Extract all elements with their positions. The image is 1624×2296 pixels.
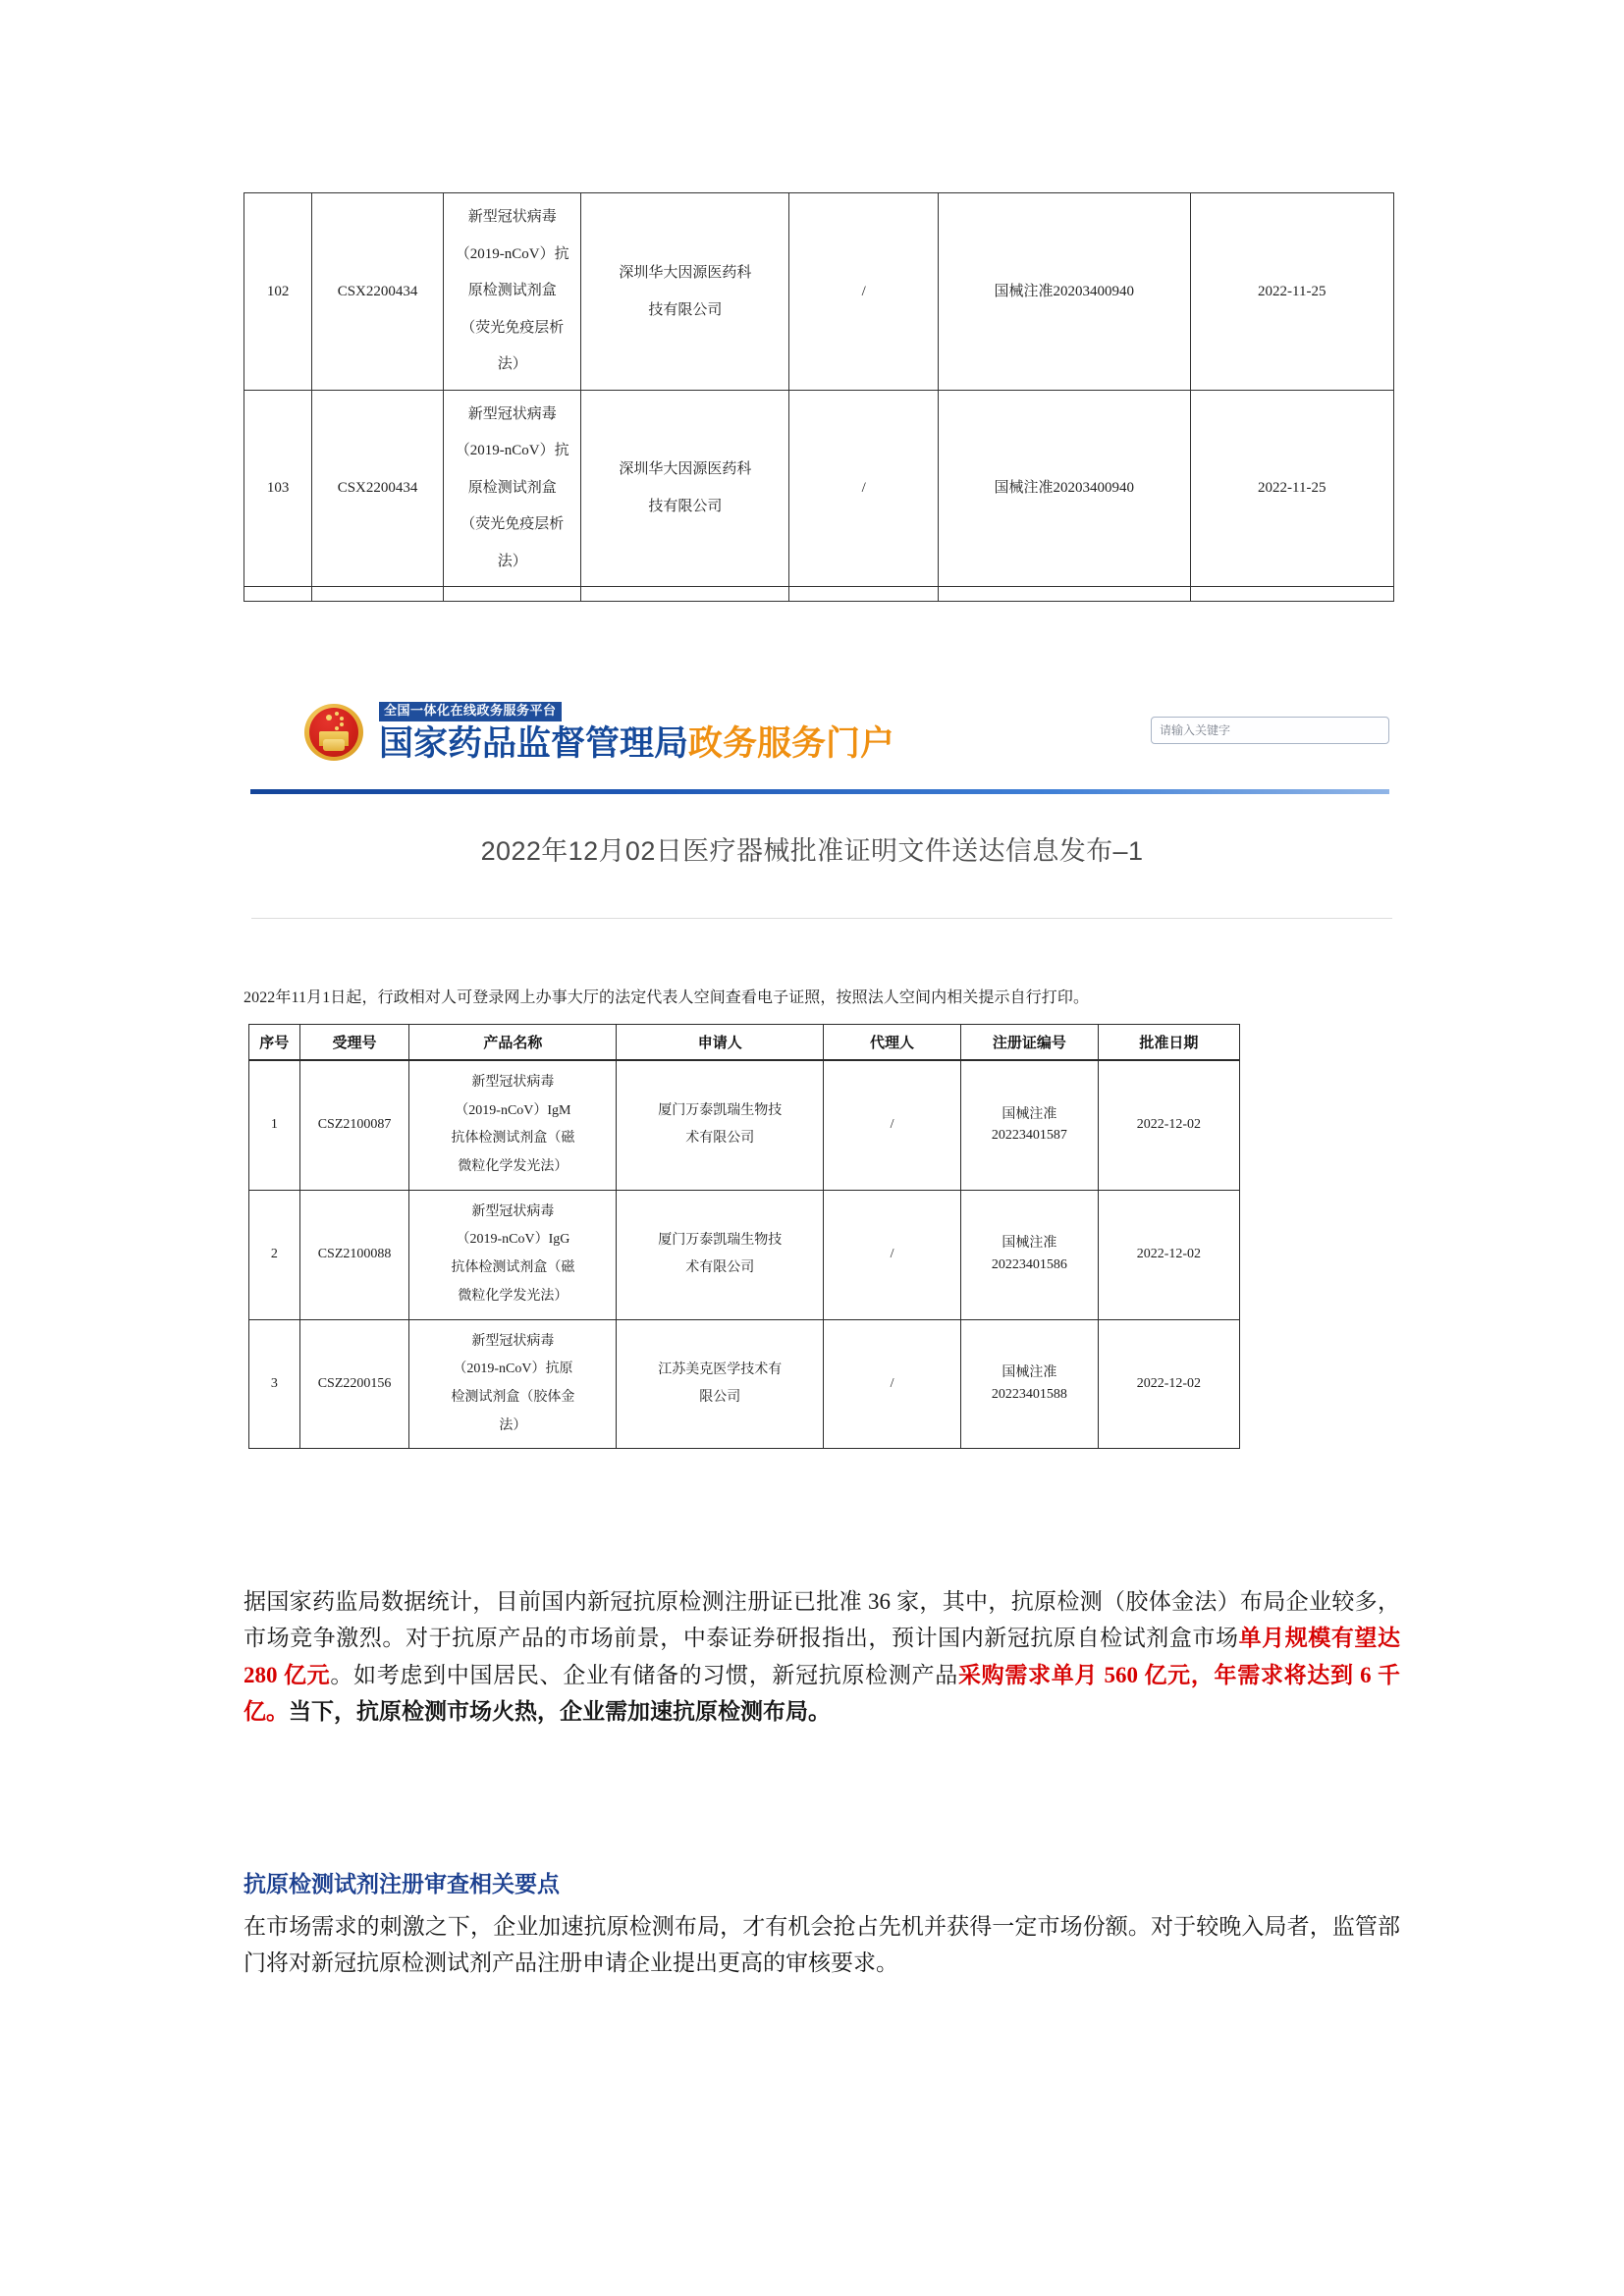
approval-table xyxy=(248,1024,1240,1449)
para1-bold-tail: 当下，抗原检测市场火热，企业需加速抗原检测布局。 xyxy=(289,1698,831,1724)
product-line: 原检测试剂盒 xyxy=(467,283,557,298)
article-paragraph-1 xyxy=(244,1583,1400,1730)
cell-product-name xyxy=(443,193,581,391)
cell-clipped xyxy=(581,587,789,602)
table-row xyxy=(244,193,1394,391)
banner-accent-rule xyxy=(250,789,1389,794)
cell-applicant xyxy=(617,1319,824,1449)
cell-serial-no: 102 xyxy=(244,193,312,391)
cell-registration-no xyxy=(960,1319,1098,1449)
reg-no-line: 国械注准 xyxy=(1001,1106,1057,1122)
product-line: （2019-nCoV）抗 xyxy=(455,245,569,262)
para1-highlight-1: 单月规模有望达 280 亿元 xyxy=(244,1626,1401,1687)
cell-registration-no xyxy=(960,1060,1098,1190)
cell-serial-no: 103 xyxy=(244,390,312,587)
national-emblem-icon xyxy=(304,702,365,763)
product-line: （2019-nCoV）IgM xyxy=(455,1102,571,1118)
table-row-clipped xyxy=(244,587,1394,602)
title-divider xyxy=(251,918,1392,919)
table-row xyxy=(249,1190,1240,1319)
product-line: （2019-nCoV）IgG xyxy=(456,1232,570,1248)
product-line: （荧光免疫层析 xyxy=(460,516,565,532)
cell-serial-no: 2 xyxy=(249,1190,300,1319)
product-line: 微粒化学发光法） xyxy=(458,1288,568,1304)
nmpa-site-banner xyxy=(250,687,1389,813)
cell-applicant xyxy=(617,1190,824,1319)
product-line: 新型冠状病毒 xyxy=(471,1203,555,1219)
product-line: 新型冠状病毒 xyxy=(467,209,557,225)
product-line: 新型冠状病毒 xyxy=(467,405,557,422)
search-box[interactable] xyxy=(1151,717,1389,744)
page-title: 2022年12月02日医疗器械批准证明文件送达信息发布–1 xyxy=(480,836,1144,866)
table-row xyxy=(244,390,1394,587)
table-row xyxy=(249,1319,1240,1449)
col-header-registration-no: 注册证编号 xyxy=(960,1025,1098,1061)
paragraph-text xyxy=(244,1583,1400,1730)
cell-registration-no: 国械注准20203400940 xyxy=(939,193,1191,391)
product-line: 法） xyxy=(497,553,527,569)
applicant-line: 江苏美克医学技术有 xyxy=(658,1362,783,1377)
reg-no-line: 国械注准 xyxy=(1001,1236,1057,1252)
cell-agent: / xyxy=(824,1060,961,1190)
cell-accept-no: CSZ2100088 xyxy=(299,1190,409,1319)
reg-no-line: 国械注准 xyxy=(1001,1365,1057,1381)
cell-approval-date: 2022-12-02 xyxy=(1098,1190,1239,1319)
product-line: （2019-nCoV）抗原 xyxy=(453,1362,573,1377)
site-title xyxy=(379,724,894,763)
col-header-agent: 代理人 xyxy=(824,1025,961,1061)
applicant-line: 深圳华大因源医药科 xyxy=(619,264,752,281)
product-line: （2019-nCoV）抗 xyxy=(455,443,569,458)
cell-registration-no: 国械注准20203400940 xyxy=(939,390,1191,587)
cell-clipped xyxy=(244,587,312,602)
cell-registration-no xyxy=(960,1190,1098,1319)
cell-product-name xyxy=(443,390,581,587)
table-row xyxy=(249,1060,1240,1190)
section-heading: 抗原检测试剂注册审查相关要点 xyxy=(244,1872,560,1896)
col-header-accept-no: 受理号 xyxy=(299,1025,409,1061)
cell-approval-date: 2022-11-25 xyxy=(1190,390,1393,587)
product-line: 微粒化学发光法） xyxy=(458,1159,568,1175)
site-title-portal: 政务服务门户 xyxy=(688,723,895,763)
col-header-serial-no: 序号 xyxy=(249,1025,300,1061)
product-line: 新型冠状病毒 xyxy=(471,1075,555,1090)
product-line: 法） xyxy=(499,1417,527,1433)
table-header-row xyxy=(249,1025,1240,1061)
cell-serial-no: 1 xyxy=(249,1060,300,1190)
para1-segment-2: 。如考虑到中国居民、企业有储备的习惯，新冠抗原检测产品 xyxy=(330,1662,958,1687)
applicant-line: 术有限公司 xyxy=(685,1131,755,1147)
cell-applicant xyxy=(617,1060,824,1190)
cell-agent: / xyxy=(824,1319,961,1449)
applicant-line: 技有限公司 xyxy=(648,499,723,515)
reg-no-line: 20223401586 xyxy=(991,1257,1067,1273)
cell-agent: / xyxy=(824,1190,961,1319)
reg-no-line: 20223401587 xyxy=(991,1128,1067,1144)
site-title-agency: 国家药品监督管理局 xyxy=(379,723,689,763)
applicant-line: 厦门万泰凯瑞生物技 xyxy=(658,1233,783,1249)
cell-clipped xyxy=(939,587,1191,602)
cell-product-name xyxy=(409,1190,617,1319)
col-header-product-name: 产品名称 xyxy=(409,1025,617,1061)
cell-clipped xyxy=(1190,587,1393,602)
applicant-line: 技有限公司 xyxy=(648,301,723,318)
product-line: 新型冠状病毒 xyxy=(471,1333,555,1349)
col-header-applicant: 申请人 xyxy=(617,1025,824,1061)
applicant-line: 术有限公司 xyxy=(685,1260,755,1276)
applicant-line: 深圳华大因源医药科 xyxy=(619,461,752,477)
product-line: 抗体检测试剂盒（磁 xyxy=(451,1131,575,1147)
cell-agent: / xyxy=(789,390,939,587)
product-line: 法） xyxy=(497,356,527,372)
cell-clipped xyxy=(789,587,939,602)
para1-segment-1: 据国家药监局数据统计，目前国内新冠抗原检测注册证已批准 36 家，其中，抗原检测（胶体金法）布局企业较多，市场竞争激烈。对于抗原产品的市场前景，中泰证券研报指出，预计国内新冠抗原自检试剂盒市场 xyxy=(244,1589,1400,1651)
cell-product-name xyxy=(409,1060,617,1190)
cell-agent: / xyxy=(789,193,939,391)
notice-text: 2022年11月1日起，行政相对人可登录网上办事大厅的法定代表人空间查看电子证照，按照法人空间内相关提示自行打印。 xyxy=(244,989,1090,1006)
top-continuation-table xyxy=(244,192,1394,602)
cell-approval-date: 2022-12-02 xyxy=(1098,1319,1239,1449)
cell-applicant xyxy=(581,390,789,587)
cell-clipped xyxy=(312,587,444,602)
reg-no-line: 20223401588 xyxy=(991,1386,1067,1402)
cell-serial-no: 3 xyxy=(249,1319,300,1449)
product-line: 检测试剂盒（胶体金 xyxy=(451,1389,575,1405)
paragraph-text: 在市场需求的刺激之下，企业加速抗原检测布局，才有机会抢占先机并获得一定市场份额。对于较晚入局者，监管部门将对新冠抗原检测试剂产品注册申请企业提出更高的审核要求。 xyxy=(244,1914,1400,1976)
cell-approval-date: 2022-12-02 xyxy=(1098,1060,1239,1190)
col-header-approval-date: 批准日期 xyxy=(1098,1025,1239,1061)
cell-accept-no: CSZ2200156 xyxy=(299,1319,409,1449)
cell-applicant xyxy=(581,193,789,391)
cell-accept-no: CSX2200434 xyxy=(312,193,444,391)
cell-approval-date: 2022-11-25 xyxy=(1190,193,1393,391)
cell-product-name xyxy=(409,1319,617,1449)
applicant-line: 厦门万泰凯瑞生物技 xyxy=(658,1103,783,1119)
cell-accept-no: CSX2200434 xyxy=(312,390,444,587)
article-paragraph-2 xyxy=(244,1908,1400,1982)
product-line: （荧光免疫层析 xyxy=(460,319,565,336)
applicant-line: 限公司 xyxy=(699,1389,741,1405)
search-input[interactable] xyxy=(1152,723,1388,737)
product-line: 原检测试剂盒 xyxy=(467,479,557,496)
cell-accept-no: CSZ2100087 xyxy=(299,1060,409,1190)
para1-highlight-2: 采购需求单月 560 亿元，年需求将达到 6 千亿。 xyxy=(244,1662,1401,1724)
product-line: 抗体检测试剂盒（磁 xyxy=(451,1260,575,1276)
platform-tag: 全国一体化在线政务服务平台 xyxy=(379,702,562,721)
cell-clipped xyxy=(443,587,581,602)
